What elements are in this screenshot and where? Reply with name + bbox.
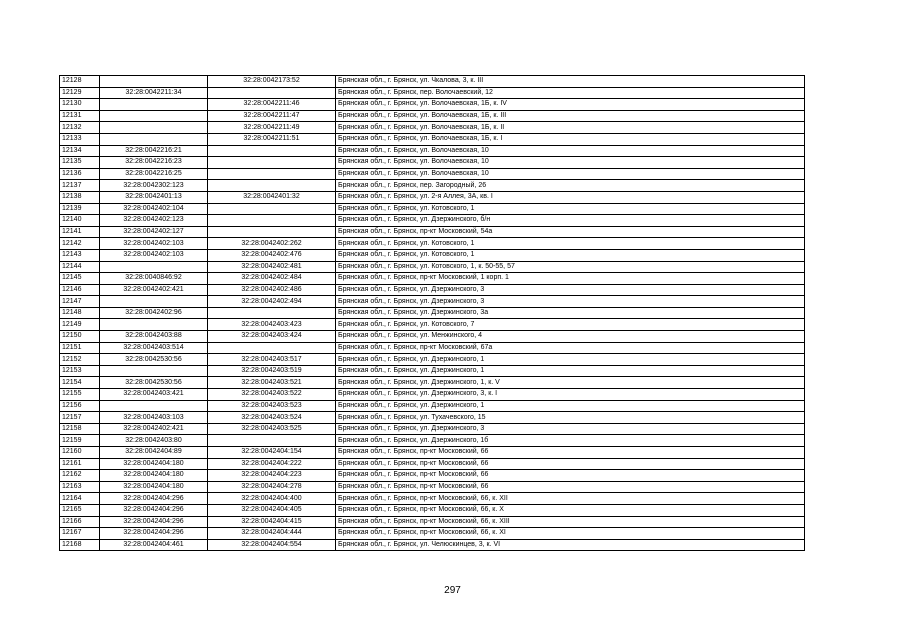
address-cell: Брянская обл., г. Брянск, пр-кт Московский, 66 [336, 447, 805, 459]
address-cell: Брянская обл., г. Брянск, ул. Челюскинцев, 3, к. VI [336, 539, 805, 551]
row-number-cell: 12145 [60, 273, 100, 285]
cadastral-number-cell: 32:28:0042530:56 [100, 377, 208, 389]
cadastral-number-cell [100, 319, 208, 331]
address-cell: Брянская обл., г. Брянск, пер. Волочаевский, 12 [336, 87, 805, 99]
object-cadastral-number-cell [208, 87, 336, 99]
row-number-cell: 12153 [60, 365, 100, 377]
registry-table-body [60, 76, 805, 551]
cadastral-number-cell: 32:28:0042404:180 [100, 481, 208, 493]
table-row [60, 481, 805, 493]
row-number-cell: 12140 [60, 215, 100, 227]
table-row [60, 493, 805, 505]
address-cell: Брянская обл., г. Брянск, ул. Котовского, 1 [336, 203, 805, 215]
table-row [60, 180, 805, 192]
object-cadastral-number-cell: 32:28:0042404:222 [208, 458, 336, 470]
cadastral-number-cell: 32:28:0042402:421 [100, 284, 208, 296]
row-number-cell: 12163 [60, 481, 100, 493]
table-row [60, 365, 805, 377]
registry-table [59, 75, 805, 551]
cadastral-number-cell [100, 122, 208, 134]
address-cell: Брянская обл., г. Брянск, ул. Волочаевская, 1Б, к. I [336, 133, 805, 145]
table-row [60, 122, 805, 134]
cadastral-number-cell: 32:28:0042402:123 [100, 215, 208, 227]
row-number-cell: 12130 [60, 99, 100, 111]
table-row [60, 400, 805, 412]
row-number-cell: 12150 [60, 331, 100, 343]
cadastral-number-cell: 32:28:0040846:92 [100, 273, 208, 285]
row-number-cell: 12137 [60, 180, 100, 192]
cadastral-number-cell: 32:28:0042402:421 [100, 423, 208, 435]
address-cell: Брянская обл., г. Брянск, пр-кт Московский, 67а [336, 342, 805, 354]
object-cadastral-number-cell: 32:28:0042403:524 [208, 412, 336, 424]
row-number-cell: 12138 [60, 191, 100, 203]
object-cadastral-number-cell: 32:28:0042402:486 [208, 284, 336, 296]
table-row [60, 516, 805, 528]
cadastral-number-cell [100, 133, 208, 145]
row-number-cell: 12134 [60, 145, 100, 157]
cadastral-number-cell [100, 365, 208, 377]
object-cadastral-number-cell [208, 145, 336, 157]
object-cadastral-number-cell: 32:28:0042403:525 [208, 423, 336, 435]
table-row [60, 354, 805, 366]
row-number-cell: 12132 [60, 122, 100, 134]
object-cadastral-number-cell: 32:28:0042404:154 [208, 447, 336, 459]
address-cell: Брянская обл., г. Брянск, ул. Дзержинского, 1 [336, 400, 805, 412]
cadastral-number-cell [100, 400, 208, 412]
address-cell: Брянская обл., г. Брянск, ул. Котовского, 7 [336, 319, 805, 331]
cadastral-number-cell: 32:28:0042404:89 [100, 447, 208, 459]
row-number-cell: 12167 [60, 528, 100, 540]
address-cell: Брянская обл., г. Брянск, ул. Дзержинского, 3 [336, 423, 805, 435]
address-cell: Брянская обл., г. Брянск, ул. Дзержинского, 3, к. I [336, 389, 805, 401]
table-row [60, 99, 805, 111]
object-cadastral-number-cell: 32:28:0042173:52 [208, 76, 336, 88]
address-cell: Брянская обл., г. Брянск, ул. Дзержинского, 1, к. V [336, 377, 805, 389]
table-row [60, 447, 805, 459]
object-cadastral-number-cell: 32:28:0042403:424 [208, 331, 336, 343]
row-number-cell: 12158 [60, 423, 100, 435]
object-cadastral-number-cell: 32:28:0042403:523 [208, 400, 336, 412]
row-number-cell: 12141 [60, 226, 100, 238]
table-row [60, 261, 805, 273]
cadastral-number-cell: 32:28:0042402:104 [100, 203, 208, 215]
cadastral-number-cell: 32:28:0042401:13 [100, 191, 208, 203]
object-cadastral-number-cell: 32:28:0042402:262 [208, 238, 336, 250]
cadastral-number-cell: 32:28:0042404:461 [100, 539, 208, 551]
table-row [60, 504, 805, 516]
table-row [60, 191, 805, 203]
object-cadastral-number-cell: 32:28:0042404:405 [208, 504, 336, 516]
address-cell: Брянская обл., г. Брянск, ул. Тухачевского, 15 [336, 412, 805, 424]
row-number-cell: 12168 [60, 539, 100, 551]
row-number-cell: 12139 [60, 203, 100, 215]
address-cell: Брянская обл., г. Брянск, ул. Дзержинского, 1б [336, 435, 805, 447]
cadastral-number-cell: 32:28:0042216:25 [100, 168, 208, 180]
table-row [60, 226, 805, 238]
address-cell: Брянская обл., г. Брянск, ул. Котовского, 1 [336, 238, 805, 250]
cadastral-number-cell: 32:28:0042404:180 [100, 458, 208, 470]
address-cell: Брянская обл., г. Брянск, ул. Дзержинского, 1 [336, 365, 805, 377]
address-cell: Брянская обл., г. Брянск, ул. Волочаевская, 10 [336, 145, 805, 157]
row-number-cell: 12131 [60, 110, 100, 122]
page-number: 297 [444, 585, 461, 596]
table-row [60, 273, 805, 285]
cadastral-number-cell: 32:28:0042403:88 [100, 331, 208, 343]
table-row [60, 145, 805, 157]
row-number-cell: 12160 [60, 447, 100, 459]
row-number-cell: 12149 [60, 319, 100, 331]
table-row [60, 528, 805, 540]
cadastral-number-cell: 32:28:0042216:23 [100, 157, 208, 169]
row-number-cell: 12157 [60, 412, 100, 424]
row-number-cell: 12129 [60, 87, 100, 99]
address-cell: Брянская обл., г. Брянск, ул. Волочаевская, 1Б, к. II [336, 122, 805, 134]
address-cell: Брянская обл., г. Брянск, ул. Дзержинского, б/н [336, 215, 805, 227]
address-cell: Брянская обл., г. Брянск, пер. Загородный, 26 [336, 180, 805, 192]
table-row [60, 203, 805, 215]
object-cadastral-number-cell: 32:28:0042404:223 [208, 470, 336, 482]
address-cell: Брянская обл., г. Брянск, пр-кт Московский, 66 [336, 470, 805, 482]
row-number-cell: 12142 [60, 238, 100, 250]
table-row [60, 458, 805, 470]
row-number-cell: 12151 [60, 342, 100, 354]
cadastral-number-cell: 32:28:0042404:296 [100, 516, 208, 528]
object-cadastral-number-cell [208, 157, 336, 169]
table-row [60, 296, 805, 308]
address-cell: Брянская обл., г. Брянск, ул. Чкалова, 3, к. III [336, 76, 805, 88]
object-cadastral-number-cell: 32:28:0042403:517 [208, 354, 336, 366]
table-row [60, 110, 805, 122]
object-cadastral-number-cell: 32:28:0042401:32 [208, 191, 336, 203]
table-row [60, 249, 805, 261]
object-cadastral-number-cell: 32:28:0042402:494 [208, 296, 336, 308]
address-cell: Брянская обл., г. Брянск, ул. Дзержинского, 1 [336, 354, 805, 366]
address-cell: Брянская обл., г. Брянск, ул. Дзержинского, 3 [336, 284, 805, 296]
object-cadastral-number-cell: 32:28:0042211:46 [208, 99, 336, 111]
row-number-cell: 12146 [60, 284, 100, 296]
row-number-cell: 12159 [60, 435, 100, 447]
address-cell: Брянская обл., г. Брянск, пр-кт Московский, 54а [336, 226, 805, 238]
cadastral-number-cell: 32:28:0042402:96 [100, 307, 208, 319]
object-cadastral-number-cell [208, 342, 336, 354]
table-row [60, 87, 805, 99]
object-cadastral-number-cell: 32:28:0042211:49 [208, 122, 336, 134]
table-row [60, 284, 805, 296]
cadastral-number-cell [100, 76, 208, 88]
cadastral-number-cell: 32:28:0042211:34 [100, 87, 208, 99]
address-cell: Брянская обл., г. Брянск, ул. Волочаевская, 10 [336, 168, 805, 180]
object-cadastral-number-cell: 32:28:0042404:278 [208, 481, 336, 493]
cadastral-number-cell: 32:28:0042402:103 [100, 238, 208, 250]
object-cadastral-number-cell [208, 307, 336, 319]
table-row [60, 215, 805, 227]
row-number-cell: 12147 [60, 296, 100, 308]
object-cadastral-number-cell: 32:28:0042404:415 [208, 516, 336, 528]
address-cell: Брянская обл., г. Брянск, пр-кт Московский, 66, к. X [336, 504, 805, 516]
cadastral-number-cell: 32:28:0042404:180 [100, 470, 208, 482]
cadastral-number-cell [100, 261, 208, 273]
cadastral-number-cell: 32:28:0042403:80 [100, 435, 208, 447]
row-number-cell: 12162 [60, 470, 100, 482]
row-number-cell: 12152 [60, 354, 100, 366]
object-cadastral-number-cell: 32:28:0042404:400 [208, 493, 336, 505]
table-row [60, 539, 805, 551]
cadastral-number-cell: 32:28:0042404:296 [100, 528, 208, 540]
table-row [60, 157, 805, 169]
address-cell: Брянская обл., г. Брянск, пр-кт Московский, 66 [336, 481, 805, 493]
cadastral-number-cell [100, 99, 208, 111]
cadastral-number-cell: 32:28:0042403:103 [100, 412, 208, 424]
object-cadastral-number-cell: 32:28:0042211:47 [208, 110, 336, 122]
row-number-cell: 12161 [60, 458, 100, 470]
address-cell: Брянская обл., г. Брянск, ул. Волочаевская, 1Б, к. III [336, 110, 805, 122]
row-number-cell: 12148 [60, 307, 100, 319]
cadastral-number-cell: 32:28:0042402:103 [100, 249, 208, 261]
row-number-cell: 12155 [60, 389, 100, 401]
table-row [60, 342, 805, 354]
object-cadastral-number-cell: 32:28:0042402:481 [208, 261, 336, 273]
table-row [60, 307, 805, 319]
object-cadastral-number-cell [208, 203, 336, 215]
table-row [60, 423, 805, 435]
table-row [60, 133, 805, 145]
address-cell: Брянская обл., г. Брянск, ул. 2-я Аллея, 3А, кв. I [336, 191, 805, 203]
cadastral-number-cell: 32:28:0042302:123 [100, 180, 208, 192]
row-number-cell: 12165 [60, 504, 100, 516]
cadastral-number-cell: 32:28:0042402:127 [100, 226, 208, 238]
table-row [60, 238, 805, 250]
address-cell: Брянская обл., г. Брянск, пр-кт Московский, 66, к. XI [336, 528, 805, 540]
object-cadastral-number-cell: 32:28:0042211:51 [208, 133, 336, 145]
object-cadastral-number-cell: 32:28:0042402:476 [208, 249, 336, 261]
table-row [60, 377, 805, 389]
row-number-cell: 12166 [60, 516, 100, 528]
table-row [60, 435, 805, 447]
object-cadastral-number-cell: 32:28:0042403:423 [208, 319, 336, 331]
cadastral-number-cell: 32:28:0042216:21 [100, 145, 208, 157]
row-number-cell: 12136 [60, 168, 100, 180]
table-row [60, 412, 805, 424]
object-cadastral-number-cell [208, 435, 336, 447]
object-cadastral-number-cell: 32:28:0042404:554 [208, 539, 336, 551]
table-row [60, 389, 805, 401]
row-number-cell: 12128 [60, 76, 100, 88]
table-row [60, 331, 805, 343]
address-cell: Брянская обл., г. Брянск, ул. Волочаевская, 10 [336, 157, 805, 169]
address-cell: Брянская обл., г. Брянск, ул. Дзержинского, 3 [336, 296, 805, 308]
object-cadastral-number-cell: 32:28:0042403:519 [208, 365, 336, 377]
address-cell: Брянская обл., г. Брянск, ул. Котовского, 1, к. 50-55, 57 [336, 261, 805, 273]
object-cadastral-number-cell [208, 168, 336, 180]
cadastral-number-cell [100, 110, 208, 122]
cadastral-number-cell: 32:28:0042403:421 [100, 389, 208, 401]
row-number-cell: 12144 [60, 261, 100, 273]
object-cadastral-number-cell: 32:28:0042402:484 [208, 273, 336, 285]
cadastral-number-cell: 32:28:0042404:296 [100, 504, 208, 516]
object-cadastral-number-cell: 32:28:0042404:444 [208, 528, 336, 540]
table-row [60, 76, 805, 88]
cadastral-number-cell [100, 296, 208, 308]
cadastral-number-cell: 32:28:0042404:296 [100, 493, 208, 505]
address-cell: Брянская обл., г. Брянск, пр-кт Московский, 66, к. XIII [336, 516, 805, 528]
address-cell: Брянская обл., г. Брянск, пр-кт Московский, 66, к. XII [336, 493, 805, 505]
cadastral-number-cell: 32:28:0042403:514 [100, 342, 208, 354]
address-cell: Брянская обл., г. Брянск, ул. Дзержинского, 3а [336, 307, 805, 319]
table-row [60, 168, 805, 180]
table-row [60, 470, 805, 482]
address-cell: Брянская обл., г. Брянск, ул. Котовского, 1 [336, 249, 805, 261]
address-cell: Брянская обл., г. Брянск, пр-кт Московский, 66 [336, 458, 805, 470]
object-cadastral-number-cell [208, 180, 336, 192]
object-cadastral-number-cell: 32:28:0042403:521 [208, 377, 336, 389]
row-number-cell: 12133 [60, 133, 100, 145]
row-number-cell: 12143 [60, 249, 100, 261]
row-number-cell: 12164 [60, 493, 100, 505]
row-number-cell: 12154 [60, 377, 100, 389]
address-cell: Брянская обл., г. Брянск, пр-кт Московский, 1 корп. 1 [336, 273, 805, 285]
table-row [60, 319, 805, 331]
address-cell: Брянская обл., г. Брянск, ул. Волочаевская, 1Б, к. IV [336, 99, 805, 111]
cadastral-number-cell: 32:28:0042530:56 [100, 354, 208, 366]
row-number-cell: 12135 [60, 157, 100, 169]
object-cadastral-number-cell [208, 215, 336, 227]
object-cadastral-number-cell: 32:28:0042403:522 [208, 389, 336, 401]
object-cadastral-number-cell [208, 226, 336, 238]
address-cell: Брянская обл., г. Брянск, ул. Менжинского, 4 [336, 331, 805, 343]
row-number-cell: 12156 [60, 400, 100, 412]
